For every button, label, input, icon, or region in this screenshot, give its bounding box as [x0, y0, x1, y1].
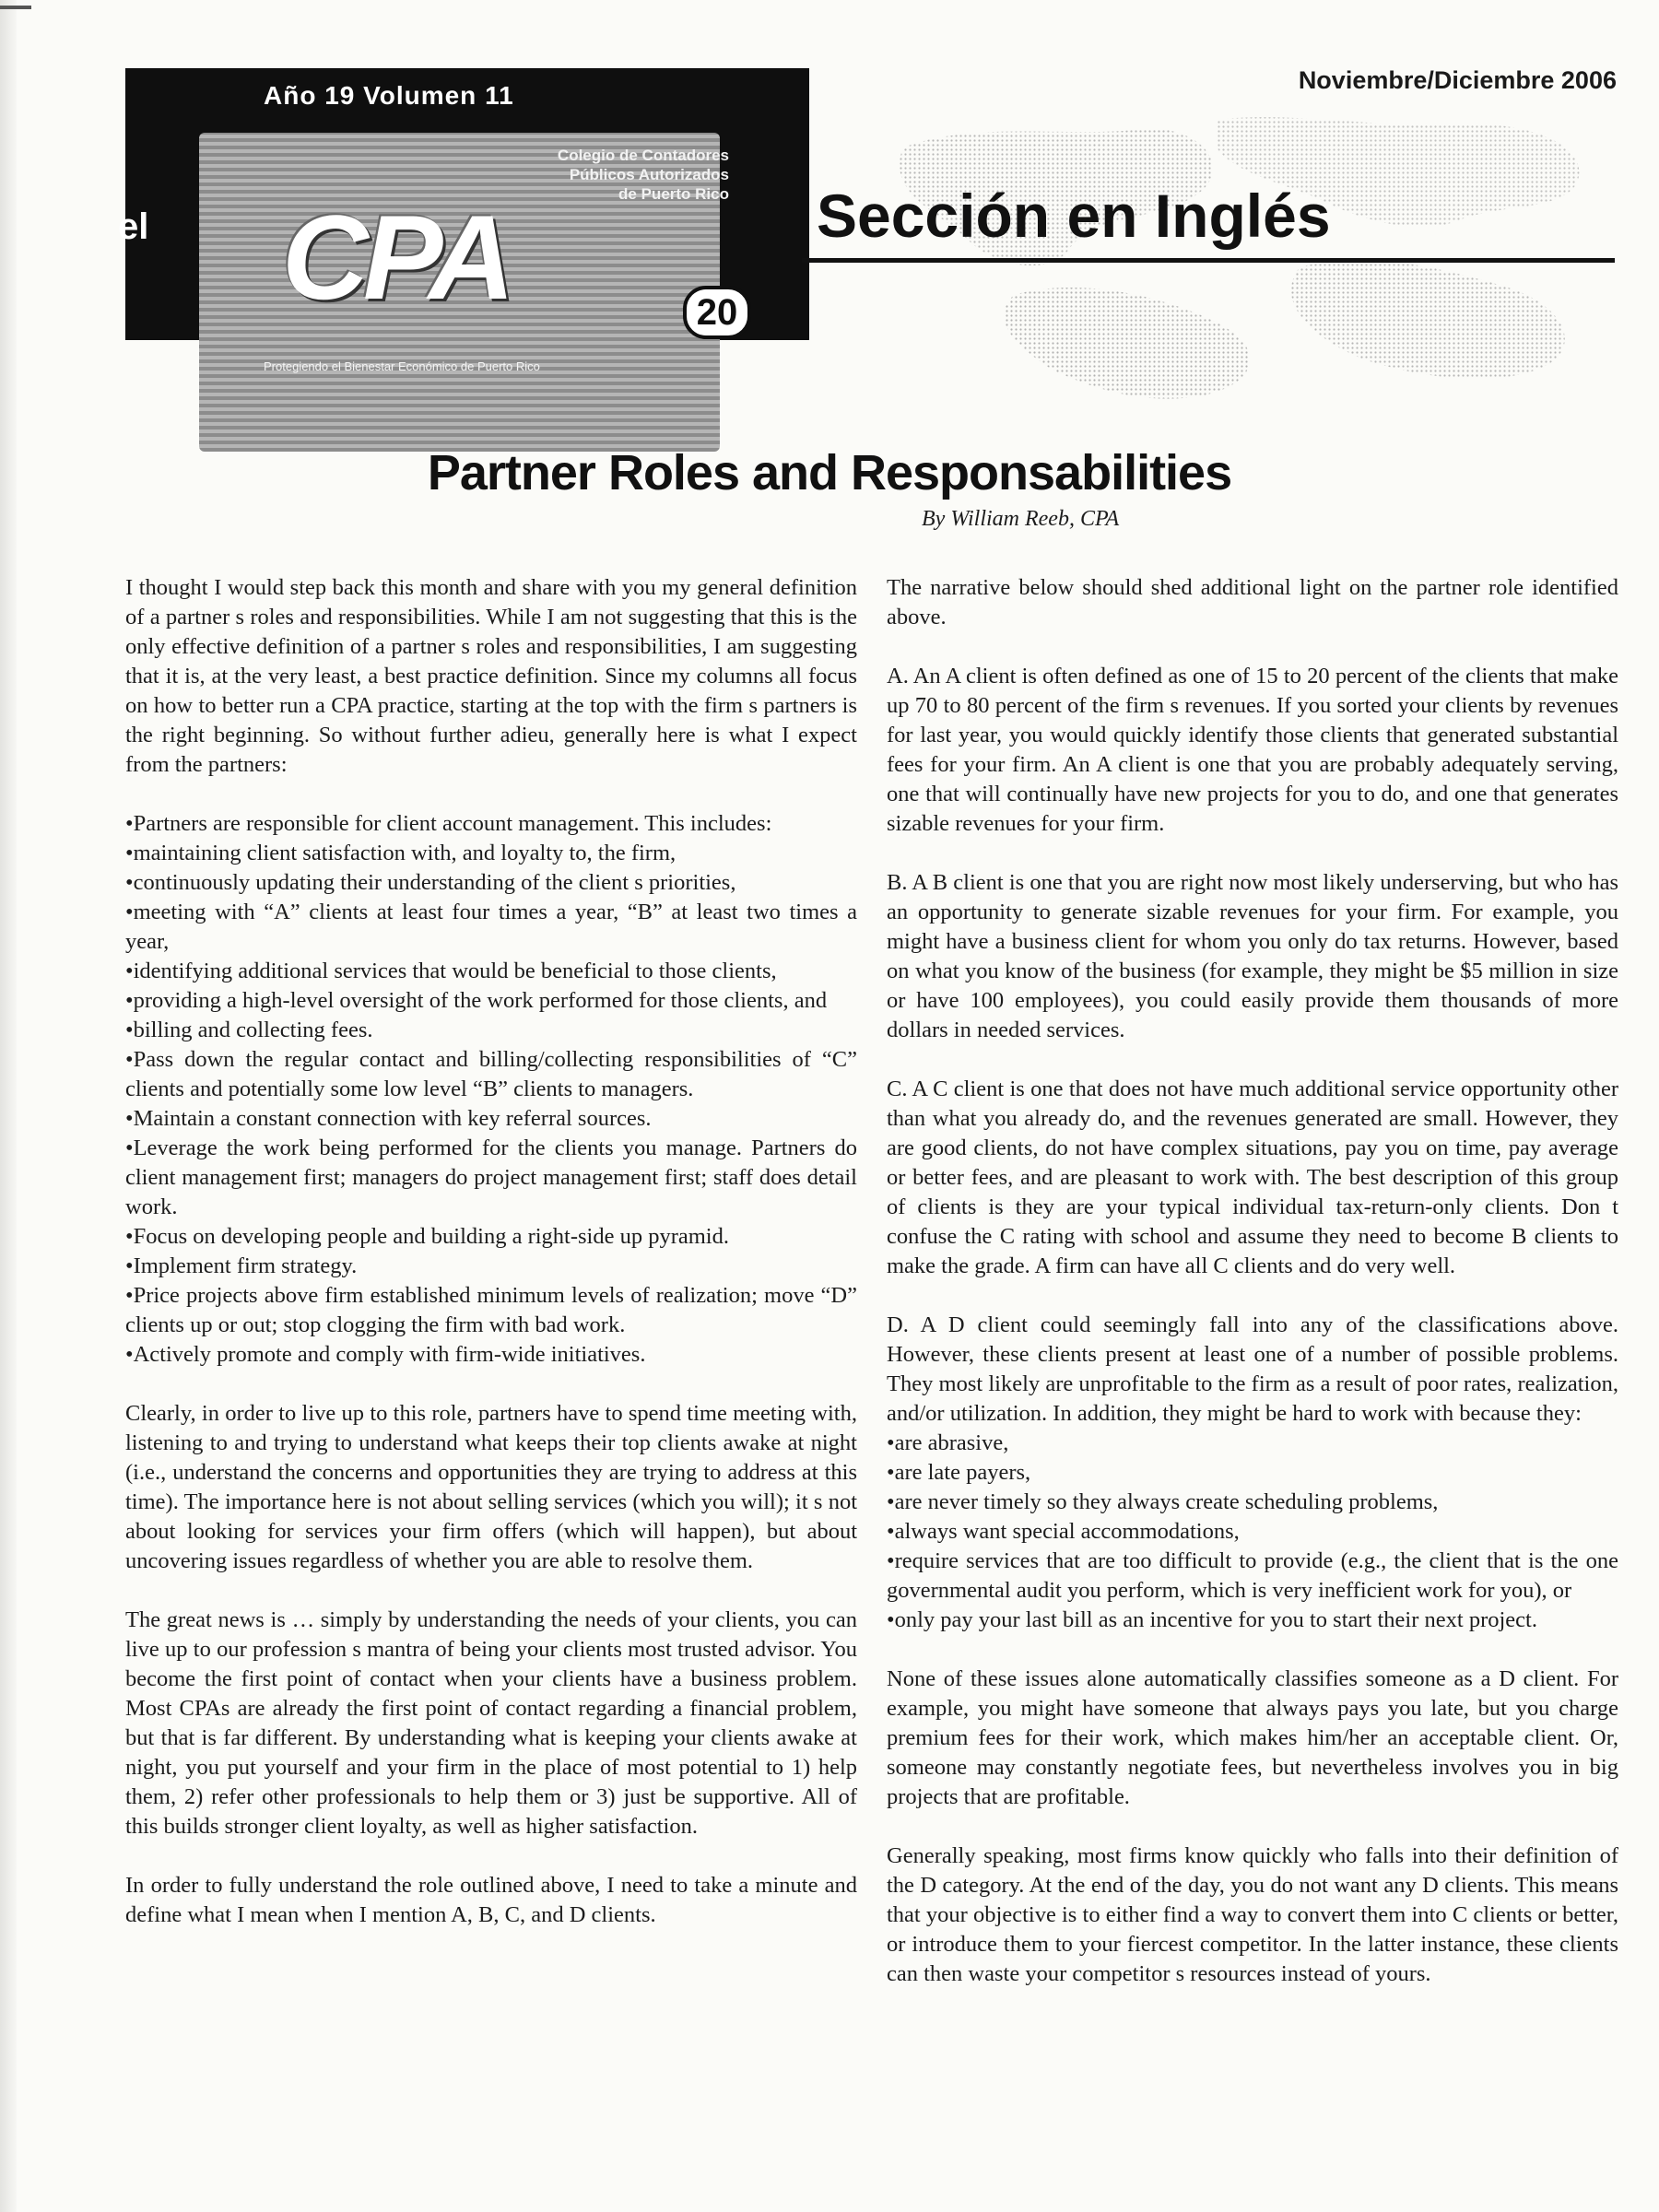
body-paragraph: In order to fully understand the role outlined above, I need to take a minute and define what I mean when I mention A, B, C, and D clients.: [125, 1873, 857, 1927]
list-item: • Implement firm strategy.: [125, 1252, 857, 1281]
list-item: • are late payers,: [887, 1458, 1618, 1488]
masthead: [118, 68, 809, 373]
list-item: • require services that are too difficult to provide (e.g., the client that is the one governmental audit you perform, which is very inefficient work for you), or: [887, 1547, 1618, 1606]
list-item: • are never timely so they always create scheduling problems,: [887, 1488, 1618, 1517]
list-item: • Partners are responsible for client account management. This includes:: [125, 809, 857, 839]
intro-paragraph: I thought I would step back this month and share with you my general definition of a partner s roles and responsibilities. While I am not suggesting that this is the only effective definition of a partner s roles and responsibilities, I am suggesting that it is, at the very least, a best practice definition. Since my columns all focus on how to better run a CPA practice, starting at the top with the firm s partners is the right beginning. So without further adieu, generally here is what I expect from the partners:: [125, 575, 857, 777]
client-a-paragraph: A. An A client is often defined as one of 15 to 20 percent of the clients that make up 70 to 80 percent of the firm s revenues. If you sorted your clients by revenues for last year, you would quickly identify those clients that generated substantial fees for your firm. An A client is one that you are probably adequately serving, one that will continually have new projects for you to do, and one that generates sizable revenues for your firm.: [887, 664, 1618, 836]
article-title: Partner Roles and Responsabilities: [427, 445, 1232, 500]
list-item: • Price projects above firm established minimum levels of realization; move “D” clients up or out; stop clogging the firm with bad work.: [125, 1281, 857, 1340]
list-item: • identifying additional services that would be beneficial to those clients,: [125, 957, 857, 986]
left-column: [125, 573, 857, 1959]
list-item: • always want special accommodations,: [887, 1517, 1618, 1547]
right-column: [887, 573, 1618, 2018]
list-item: • Leverage the work being performed for the clients you manage. Partners do client management first; managers do project management first; staff does detail work.: [125, 1134, 857, 1222]
list-item: • only pay your last bill as an incentive for you to start their next project.: [887, 1606, 1618, 1635]
body-paragraph: Clearly, in order to live up to this role, partners have to spend time meeting with, listening to and trying to understand what keeps their top clients awake at night (i.e., understand the concerns and opportunities they are trying to address at this time). The importance here is not about selling services (which you will); it s not about looking for services your firm offers (which will happen), but about uncovering issues regardless of whether you are able to resolve them.: [125, 1401, 857, 1573]
client-c-paragraph: C. A C client is one that does not have much additional service opportunity other than what you already do, and the revenues generated are small. However, they are good clients, do not have complex situations, pay you on time, pay average or better fees, and are pleasant to work with. The best description of this group of clients is they are your typical individual tax-return-only clients. Don t confuse the C rating with school and assume they need to become B clients to make the grade. A firm can have all C clients and do very well.: [887, 1077, 1618, 1278]
list-item: • maintaining client satisfaction with, and loyalty to, the firm,: [125, 839, 857, 868]
logo-el: el: [118, 206, 149, 247]
body-paragraph: None of these issues alone automatically classifies someone as a D client. For example, you might have someone that always pays you late, but you charge premium fees for their work, which makes him/her an acceptable client. Or, someone may constantly negotiate fees, but nevertheless involves you in big projects that are profitable.: [887, 1666, 1618, 1809]
list-item: • Actively promote and comply with firm-wide initiatives.: [125, 1340, 857, 1370]
d-client-traits-list: [887, 1429, 1618, 1635]
organization-line: Colegio de Contadores: [557, 147, 729, 164]
list-item: • Pass down the regular contact and billing/collecting responsibilities of “C” clients and potentially some low level “B” clients to managers.: [125, 1045, 857, 1104]
client-d-paragraph: D. A D client could seemingly fall into any of the classifications above. However, these clients present at least one of a number of possible problems. They most likely are unprofitable to the firm as a result of poor rates, realization, and/or utilization. In addition, they might be hard to work with because they:: [887, 1312, 1618, 1426]
body-paragraph: The narrative below should shed additional light on the partner role identified above.: [887, 575, 1618, 629]
list-item: • Focus on developing people and building a right-side up pyramid.: [125, 1222, 857, 1252]
world-map-graphic: [866, 111, 1613, 415]
section-title: Sección en Inglés: [817, 182, 1331, 250]
article-byline: By William Reeb, CPA: [922, 507, 1120, 531]
list-item: • meeting with “A” clients at least four times a year, “B” at least two times a year,: [125, 898, 857, 957]
list-item: • Maintain a constant connection with key referral sources.: [125, 1104, 857, 1134]
organization-line: Públicos Autorizados: [569, 166, 729, 183]
logo-cpa: CPA: [282, 190, 510, 324]
organization-line: de Puerto Rico: [618, 185, 729, 203]
section-divider: [802, 258, 1615, 263]
list-item: • are abrasive,: [887, 1429, 1618, 1458]
client-b-paragraph: B. A B client is one that you are right now most likely underserving, but who has an opportunity to generate sizable revenues for your firm. For example, you might have a business client for whom you only do tax returns. However, based on what you know of the business (for example, they might be $5 million in size or have 100 employees), you could easily provide them thousands of more dollars in needed services.: [887, 870, 1618, 1042]
body-paragraph: Generally speaking, most firms know quickly who falls into their definition of the D category. At the end of the day, you do not want any D clients. This means that your objective is to either find a way to convert them into C clients or better, or introduce them to your fiercest competitor. In the latter instance, these clients can then waste your competitor s resources instead of yours.: [887, 1843, 1618, 1986]
logo-tagline: Protegiendo el Bienestar Económico de Puerto Rico: [264, 359, 540, 373]
list-item: • continuously updating their understanding of the client s priorities,: [125, 868, 857, 898]
list-item: • providing a high-level oversight of the work performed for those clients, and: [125, 986, 857, 1016]
body-paragraph: The great news is … simply by understanding the needs of your clients, you can live up to our profession s mantra of being your clients most trusted advisor. You become the first point of contact when your clients have a business problem. Most CPAs are already the first point of contact regarding a financial problem, but that is far different. By understanding what is keeping your clients awake at night, you put yourself and your firm in the place of most potential to 1) help them, 2) refer other professionals to help them or 3) just be supportive. All of this builds stronger client loyalty, as well as higher satisfaction.: [125, 1607, 857, 1839]
issue-label: Año 19 Volumen 11: [264, 81, 514, 110]
issue-date: Noviembre/Diciembre 2006: [1298, 66, 1617, 94]
page-number: 20: [683, 286, 751, 339]
scan-edge: [0, 0, 17, 2212]
scan-mark: [0, 6, 31, 9]
list-item: • billing and collecting fees.: [125, 1016, 857, 1045]
partner-duties-list: [125, 809, 857, 1370]
